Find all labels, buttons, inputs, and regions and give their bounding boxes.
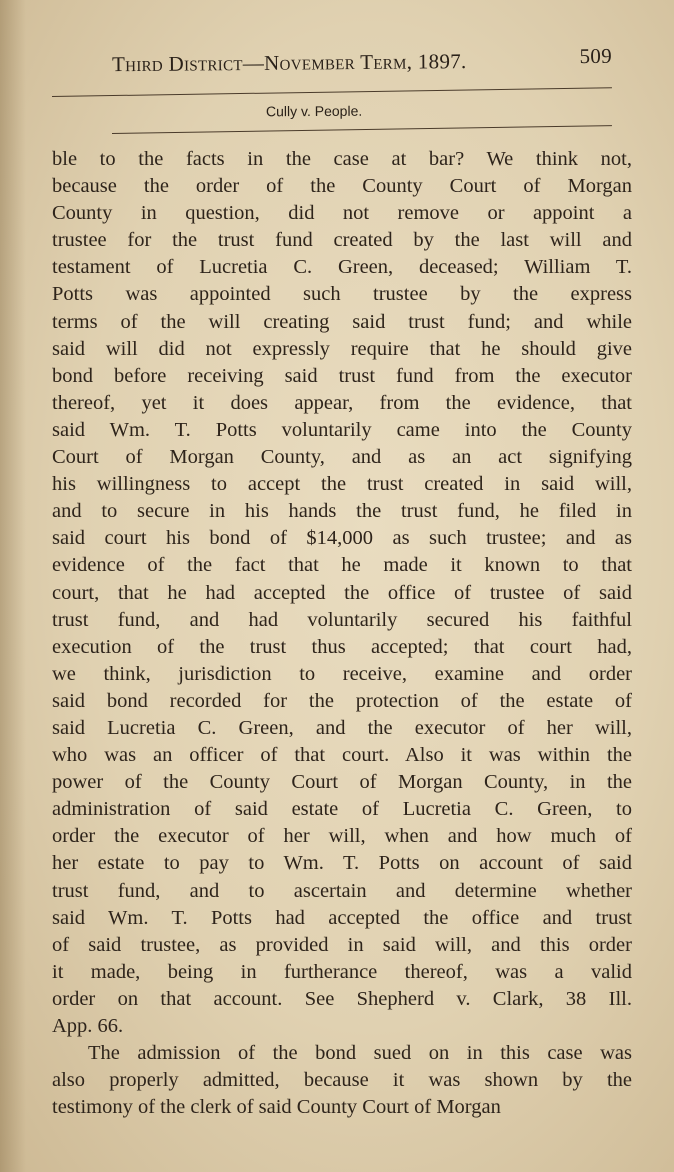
text-line	[52, 227, 632, 254]
text-line	[52, 173, 632, 200]
text-line-content: County in question, did not remove or appoint a	[52, 202, 632, 225]
text-line	[52, 634, 632, 661]
text-line	[52, 607, 632, 634]
running-title: Third District—November Term, 1897.	[111, 49, 467, 77]
text-line	[52, 525, 632, 552]
text-line-content: The admission of the bond sued on in this case was	[88, 1042, 632, 1065]
text-line-content: his willingness to accept the trust created in said will,	[52, 473, 632, 496]
text-line-content: said Wm. T. Potts voluntarily came into the County	[52, 418, 632, 441]
page-number: 509	[579, 43, 613, 69]
text-line-content: said Lucretia C. Green, and the executor of her will,	[52, 716, 632, 739]
text-line	[52, 769, 632, 796]
text-line	[52, 309, 632, 336]
text-line	[52, 1040, 632, 1067]
text-line	[52, 823, 632, 850]
text-line-content: trust fund, and to ascertain and determine whether	[52, 879, 632, 902]
text-line	[52, 498, 632, 525]
text-line-content: order on that account. See Shepherd v. Clark, 38 Ill.	[52, 987, 632, 1010]
text-line	[52, 146, 632, 173]
text-line-content: of said trustee, as provided in said will, and this order	[52, 933, 632, 956]
text-line-content: we think, jurisdiction to receive, examine and order	[52, 662, 632, 685]
text-line-content: because the order of the County Court of Morgan	[52, 175, 632, 198]
text-line-content: evidence of the fact that he made it known to that	[52, 554, 632, 577]
text-line	[52, 444, 632, 471]
text-line-content: court, that he had accepted the office of trustee of said	[52, 581, 632, 604]
text-line-content: trustee for the trust fund created by the last will and	[52, 229, 632, 252]
text-line-content: trust fund, and had voluntarily secured his faithful	[52, 608, 632, 631]
text-line-content: said court his bond of $14,000 as such trustee; and as	[52, 527, 632, 550]
text-line	[52, 1094, 632, 1121]
text-line-content: and to secure in his hands the trust fund, he filed in	[52, 500, 632, 523]
text-line	[52, 390, 632, 417]
header-rule	[52, 87, 612, 97]
text-line	[52, 742, 632, 769]
text-line-content: bond before receiving said trust fund from the executor	[52, 364, 632, 387]
text-line-content: also properly admitted, because it was shown by the	[52, 1069, 632, 1092]
text-line-content: testament of Lucretia C. Green, deceased; William T.	[52, 256, 632, 279]
text-line-content: her estate to pay to Wm. T. Potts on account of said	[52, 852, 632, 875]
text-line-content: App. 66.	[52, 1015, 124, 1037]
text-line-content: execution of the trust thus accepted; that court had,	[52, 635, 632, 658]
text-line	[52, 417, 632, 444]
text-line-content: thereof, yet it does appear, from the evidence, that	[52, 391, 632, 414]
text-line-content: terms of the will creating said trust fund; and while	[52, 310, 632, 333]
text-line-content: said Wm. T. Potts had accepted the office and trust	[52, 906, 632, 929]
text-line	[52, 661, 632, 688]
text-line	[52, 552, 632, 579]
text-line	[52, 336, 632, 363]
text-line-content: Potts was appointed such trustee by the express	[52, 283, 632, 306]
page-header	[112, 44, 612, 80]
text-line-content: it made, being in furtherance thereof, was a valid	[52, 960, 632, 983]
body-text	[52, 146, 632, 1121]
text-line	[52, 1067, 632, 1094]
text-line	[52, 796, 632, 823]
text-line	[52, 1013, 632, 1040]
text-line	[52, 959, 632, 986]
text-line-content: said will did not expressly require that he should give	[52, 337, 632, 360]
text-line-content: ble to the facts in the case at bar? We think not,	[52, 148, 632, 170]
case-title: Cully v. People.	[265, 102, 363, 120]
text-line-content: said bond recorded for the protection of the estate of	[52, 689, 632, 712]
text-line-content: Court of Morgan County, and as an act signifying	[52, 446, 632, 469]
text-line-content: administration of said estate of Lucretia C. Green, to	[52, 798, 632, 821]
text-line	[52, 688, 632, 715]
text-line	[52, 363, 632, 390]
text-line	[52, 281, 632, 308]
text-line-content: power of the County Court of Morgan County, in the	[52, 771, 632, 794]
text-line	[52, 580, 632, 607]
text-line	[52, 986, 632, 1013]
text-line	[52, 878, 632, 905]
text-line	[52, 932, 632, 959]
text-line-content: order the executor of her will, when and how much of	[52, 825, 632, 848]
text-line	[52, 471, 632, 498]
text-line	[52, 850, 632, 877]
text-line	[52, 254, 632, 281]
text-line-content: who was an officer of that court. Also it was within the	[52, 744, 632, 767]
text-line	[52, 715, 632, 742]
text-line	[52, 905, 632, 932]
text-line	[52, 200, 632, 227]
text-line-content: testimony of the clerk of said County Court of Morgan	[52, 1096, 501, 1119]
case-title-rule	[112, 125, 612, 134]
